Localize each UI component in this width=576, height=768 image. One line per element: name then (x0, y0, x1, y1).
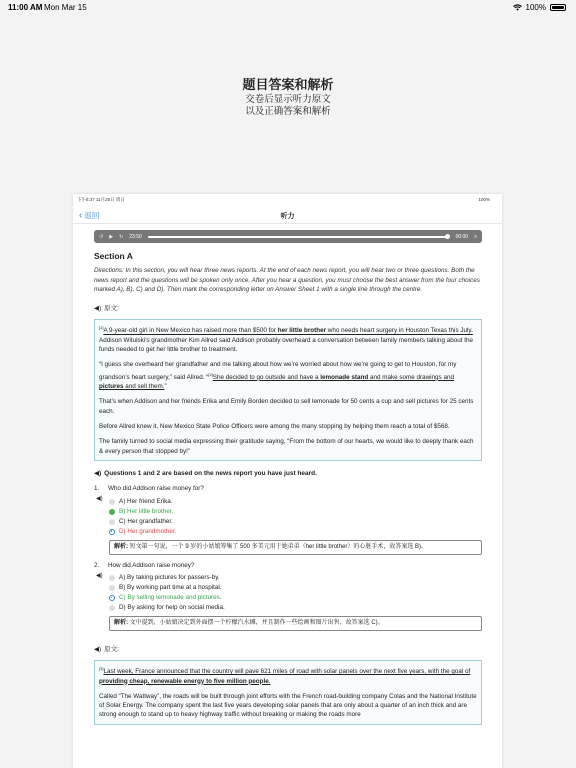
passage-text: “I guess she overheard her grandfather and me talking about how we’re worried about how we’re going to get to Houston, for my grandson’s heart surgery,” said Allred. “ (99, 361, 457, 381)
option-a[interactable] (109, 573, 482, 583)
radio[interactable] (109, 499, 115, 505)
option-label: C) By selling lemonade and pictures. (119, 594, 222, 602)
directions: Directions: In this section, you will hear three news reports. At the end of each news report, you will hear two or three questions. Both the news report and the questions will be spoken only once. After you hear a question, you must choose the best answer from the four choices marked A), B), C) and D). Then mark the corresponding letter on Answer Sheet 1 with a single line through the centre. (94, 267, 480, 293)
original-text-label-2 (94, 645, 482, 654)
option-label: B) Her little brother. (119, 507, 174, 515)
ref-marker: [3] (99, 666, 104, 672)
battery-text: 100% (525, 3, 546, 12)
option-label: D) By asking for help on social media. (119, 604, 225, 612)
passage-keyword: pictures (99, 383, 124, 391)
passage-text: She decided to go outside and have a (212, 373, 321, 381)
rewind-icon[interactable]: ↺ (99, 233, 104, 240)
radio-selected[interactable] (109, 595, 115, 601)
status-time: 11:00 AM (8, 3, 43, 12)
questions-heading (94, 469, 482, 478)
options (109, 573, 482, 613)
passage-paragraph-3: That’s when Addison and her friends Erika and Emily Borden decided to sell lemonade for 50 cents a cup and sell pictures for 25 cents each. (99, 398, 474, 415)
radio-selected[interactable] (109, 529, 115, 535)
hero-title: 题目答案和解析 (242, 77, 334, 92)
question-number: 2. (94, 561, 100, 569)
radio[interactable] (109, 575, 115, 581)
radio[interactable] (109, 519, 115, 525)
status-bar (0, 0, 576, 16)
radio-correct[interactable] (109, 509, 115, 515)
forward-icon[interactable]: ↻ (119, 233, 124, 240)
radio[interactable] (109, 585, 115, 591)
options (109, 497, 482, 537)
analysis-text: 短文第一句说，一个 9 岁的小姑娘筹集了 500 多美元用于她弟弟（her little brother）的心脏手术，故答案选 B)。 (129, 543, 428, 550)
content (94, 252, 482, 725)
question-stem (94, 484, 482, 493)
progress-slider[interactable] (148, 236, 450, 238)
hero-subtitle (0, 94, 576, 118)
back-label: 返回 (84, 211, 100, 220)
analysis-text: 文中提到，小姑娘决定到外面摆一个柠檬汽水摊，并且制作一些绘画和图片出售，故答案选 C)。 (129, 619, 384, 626)
option-d[interactable] (109, 527, 482, 537)
analysis-box (109, 616, 482, 631)
option-label: A) Her friend Erika. (119, 497, 173, 505)
section-title: Section A (94, 251, 133, 261)
passage-text: and sell them. (123, 383, 165, 391)
player-time-start: 23:50 (129, 233, 142, 240)
passage-text: Last week, France announced that the country will pave 621 miles of road with solar panels over the next five years, with the goal of (103, 668, 471, 676)
player-time-end: 00:00 (455, 233, 469, 240)
option-b[interactable] (109, 583, 482, 593)
passage2-paragraph-2: Called “The Wattway”, the roads will be built through joint efforts with the French road-building company Colas and the National Institute of Solar Energy. The company spent the last five years developing solar panels that are only about a quarter of an inch thick and are strong enough to stand up to heavy highway traffic without breaking or making the roads more (99, 692, 477, 719)
hero-sub-line-1: 交卷后显示听力原文 (245, 94, 331, 105)
passage-paragraph-4: Before Allred knew it, New Mexico State Police Officers were among the many stopping by helping them reach a total of $568. (99, 423, 450, 431)
question-2 (94, 561, 482, 631)
wifi-icon (513, 4, 522, 11)
speaker-icon[interactable]: ◀) (96, 496, 103, 503)
option-b[interactable] (109, 507, 482, 517)
passage-box-2 (94, 660, 482, 725)
analysis-box (109, 540, 482, 555)
speaker-icon[interactable]: ◀) (94, 305, 102, 313)
passage-paragraph-5: The family turned to social media expressing their gratitude saying, “From the bottom of our hearts, we would like to deeply thank each & every person that stopped by!” (99, 438, 474, 455)
device-status-right: 100% (478, 197, 490, 202)
analysis-label: 解析: (114, 543, 128, 550)
passage2-paragraph-1 (99, 664, 477, 686)
audio-player (94, 230, 482, 243)
option-label: A) By taking pictures for passers-by. (119, 574, 220, 582)
speaker-icon[interactable]: ◀) (96, 572, 103, 579)
progress-knob[interactable] (445, 234, 450, 239)
passage-keyword: lemonade stand (320, 373, 369, 381)
passage-box (94, 319, 482, 460)
original-label: 原文: (104, 305, 119, 313)
passage-keyword: her little brother (277, 327, 327, 335)
question-text: How did Addison raise money? (108, 561, 195, 569)
option-label: C) Her grandfather. (119, 517, 173, 525)
nav-bar (73, 206, 502, 224)
option-c[interactable] (109, 593, 482, 603)
question-text: Who did Addison raise money for? (108, 485, 204, 493)
option-c[interactable] (109, 517, 482, 527)
device-screenshot (73, 194, 502, 768)
speaker-icon[interactable]: ◀) (94, 645, 102, 653)
device-status-bar (73, 194, 502, 206)
speaker-icon[interactable]: ◀) (94, 469, 102, 477)
option-a[interactable] (109, 497, 482, 507)
passage-text: ” (164, 383, 167, 391)
option-d[interactable] (109, 603, 482, 613)
passage-paragraph-1 (99, 323, 477, 354)
questions-heading-text: Questions 1 and 2 are based on the news report you have just heard. (104, 469, 317, 477)
question-1 (94, 484, 482, 554)
chevron-left-icon: ‹ (79, 209, 83, 221)
passage-text: Addison Witulski's grandmother Kim Allred said Addison probably overheard a conversation between family members talking about the funds needed to get her little brother to treatment. (99, 336, 473, 354)
passage-keyword: providing cheap, renewable energy to five million people (99, 677, 269, 685)
radio[interactable] (109, 605, 115, 611)
passage-text: who needs heart surgery in Houston Texas this July. (326, 327, 473, 335)
passage-text: . (268, 677, 271, 685)
hero-sub-line-2: 以及正确答案和解析 (245, 106, 331, 117)
device-status-left: 下午8:37 11月25日 周日 (77, 197, 125, 202)
speed-icon[interactable]: ≡ (474, 233, 477, 240)
passage-text: and make some drawings and (368, 373, 454, 381)
original-text-label (94, 304, 482, 313)
option-label: D) Her grandmother. (119, 527, 177, 535)
original-label: 原文: (104, 645, 119, 653)
passage-paragraph-2 (99, 360, 477, 391)
question-stem (94, 561, 482, 570)
play-icon[interactable]: ▶ (109, 233, 114, 240)
ref-marker: [1] (99, 325, 104, 331)
status-right (513, 3, 566, 12)
analysis-label: 解析: (114, 619, 128, 626)
nav-title: 听力 (280, 213, 295, 220)
option-label: B) By working part time at a hospital. (119, 584, 222, 592)
status-date: Mon Mar 15 (44, 3, 87, 12)
question-number: 1. (94, 485, 100, 493)
passage-text: A 9-year-old girl in New Mexico has raised more than $500 for (103, 327, 278, 335)
battery-icon (550, 4, 566, 11)
ref-marker: [2] (208, 371, 213, 377)
